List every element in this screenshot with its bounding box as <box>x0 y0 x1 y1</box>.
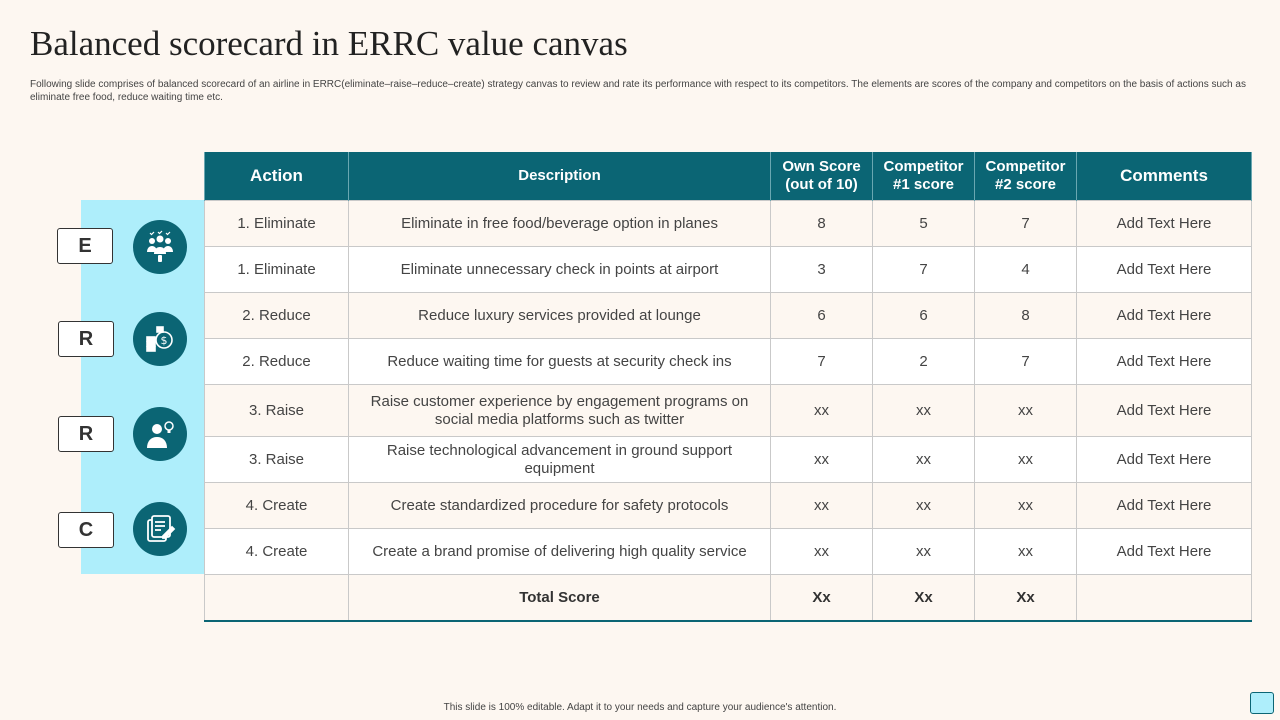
description-cell: Reduce luxury services provided at lounge <box>349 293 771 339</box>
action-cell: 3. Raise <box>205 437 349 483</box>
competitor-2-cell: 7 <box>975 201 1077 247</box>
competitor-1-cell: 7 <box>873 247 975 293</box>
table-row <box>205 483 1252 529</box>
action-cell: 4. Create <box>205 529 349 575</box>
header-competitor-1: Competitor #1 score <box>873 152 975 201</box>
own-score-cell: 6 <box>771 293 873 339</box>
letter-box-r1: R <box>58 321 114 357</box>
table-row <box>205 385 1252 437</box>
table-row <box>205 529 1252 575</box>
competitor-2-cell: 4 <box>975 247 1077 293</box>
header-description: Description <box>349 152 771 201</box>
header-own-score: Own Score (out of 10) <box>771 152 873 201</box>
comments-cell: Add Text Here <box>1077 201 1252 247</box>
competitor-1-cell: 2 <box>873 339 975 385</box>
comments-cell: Add Text Here <box>1077 293 1252 339</box>
total-action-cell <box>205 575 349 622</box>
total-label-cell: Total Score <box>349 575 771 622</box>
action-cell: 1. Eliminate <box>205 247 349 293</box>
competitor-2-cell: xx <box>975 385 1077 437</box>
scorecard-table <box>204 152 1252 622</box>
header-comments: Comments <box>1077 152 1252 201</box>
total-comments-cell <box>1077 575 1252 622</box>
page-title: Balanced scorecard in ERRC value canvas <box>30 24 628 63</box>
letter-box-r2: R <box>58 416 114 452</box>
money-icon <box>133 312 187 366</box>
action-cell: 2. Reduce <box>205 339 349 385</box>
own-score-cell: 8 <box>771 201 873 247</box>
own-score-cell: xx <box>771 385 873 437</box>
description-cell: Raise customer experience by engagement programs on social media platforms such as twitter <box>349 385 771 437</box>
letter-box-c: C <box>58 512 114 548</box>
description-cell: Eliminate in free food/beverage option in planes <box>349 201 771 247</box>
action-cell: 3. Raise <box>205 385 349 437</box>
header-competitor-2: Competitor #2 score <box>975 152 1077 201</box>
comments-cell: Add Text Here <box>1077 385 1252 437</box>
action-cell: 4. Create <box>205 483 349 529</box>
total-row <box>205 575 1252 622</box>
own-score-cell: 7 <box>771 339 873 385</box>
competitor-1-cell: 6 <box>873 293 975 339</box>
competitor-2-cell: xx <box>975 437 1077 483</box>
table-row <box>205 247 1252 293</box>
competitor-2-cell: xx <box>975 483 1077 529</box>
comments-cell: Add Text Here <box>1077 247 1252 293</box>
comments-cell: Add Text Here <box>1077 339 1252 385</box>
table-row <box>205 437 1252 483</box>
competitor-2-cell: xx <box>975 529 1077 575</box>
table-row <box>205 201 1252 247</box>
competitor-1-cell: 5 <box>873 201 975 247</box>
own-score-cell: 3 <box>771 247 873 293</box>
competitor-2-cell: 7 <box>975 339 1077 385</box>
team-icon <box>133 220 187 274</box>
total-own-score-cell: Xx <box>771 575 873 622</box>
description-cell: Eliminate unnecessary check in points at airport <box>349 247 771 293</box>
document-edit-icon <box>133 502 187 556</box>
table-row <box>205 293 1252 339</box>
comments-cell: Add Text Here <box>1077 483 1252 529</box>
header-action: Action <box>205 152 349 201</box>
description-cell: Reduce waiting time for guests at security check ins <box>349 339 771 385</box>
description-cell: Create standardized procedure for safety protocols <box>349 483 771 529</box>
table-row <box>205 339 1252 385</box>
competitor-2-cell: 8 <box>975 293 1077 339</box>
competitor-1-cell: xx <box>873 437 975 483</box>
corner-badge[interactable] <box>1250 692 1274 714</box>
description-cell: Create a brand promise of delivering high quality service <box>349 529 771 575</box>
footer-note: This slide is 100% editable. Adapt it to your needs and capture your audience's attention. <box>443 702 837 713</box>
competitor-1-cell: xx <box>873 385 975 437</box>
description-cell: Raise technological advancement in ground support equipment <box>349 437 771 483</box>
total-competitor-1-cell: Xx <box>873 575 975 622</box>
action-cell: 2. Reduce <box>205 293 349 339</box>
comments-cell: Add Text Here <box>1077 437 1252 483</box>
page-subtitle: Following slide comprises of balanced scorecard of an airline in ERRC(eliminate–raise–reduce–create) strategy canvas to review and rate its performance with respect to its competitors. The elements are scores of the company and competitors on the basis of actions such as eliminate free food, reduce waiting time etc. <box>30 79 1246 103</box>
table-header-row <box>205 152 1252 201</box>
competitor-1-cell: xx <box>873 529 975 575</box>
own-score-cell: xx <box>771 529 873 575</box>
person-idea-icon <box>133 407 187 461</box>
own-score-cell: xx <box>771 437 873 483</box>
svg-text:$: $ <box>160 334 168 347</box>
total-competitor-2-cell: Xx <box>975 575 1077 622</box>
competitor-1-cell: xx <box>873 483 975 529</box>
letter-box-e: E <box>57 228 113 264</box>
action-cell: 1. Eliminate <box>205 201 349 247</box>
own-score-cell: xx <box>771 483 873 529</box>
comments-cell: Add Text Here <box>1077 529 1252 575</box>
